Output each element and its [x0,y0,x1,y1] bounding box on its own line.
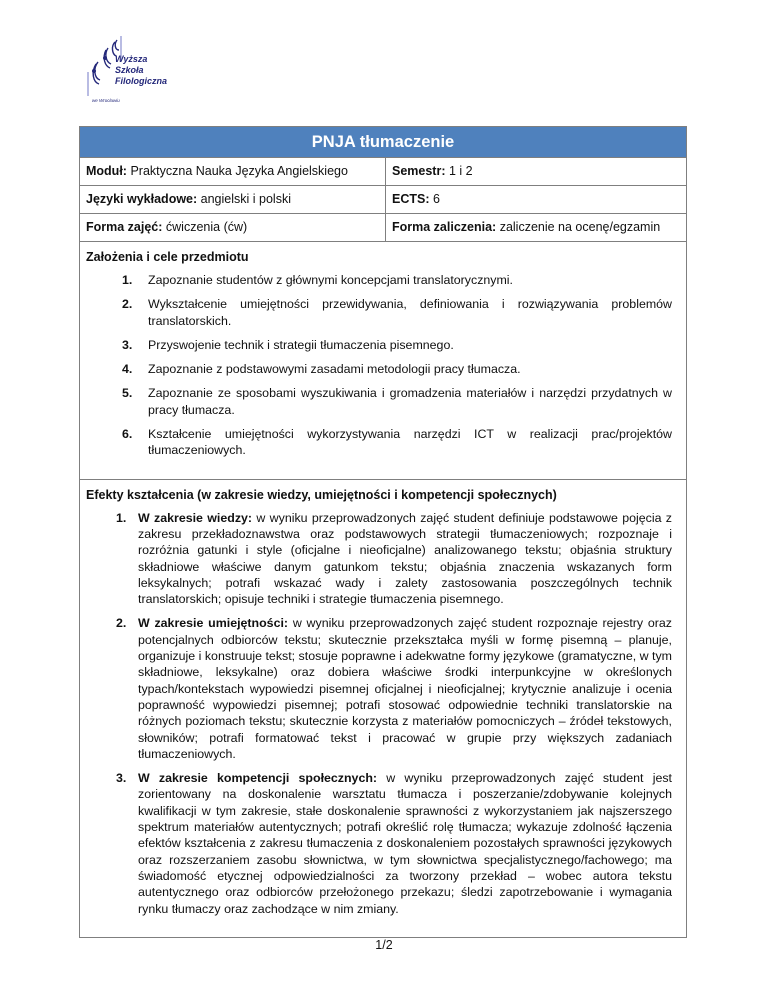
syllabus-title: PNJA tłumaczenie [80,127,686,157]
semestr-cell [386,158,686,185]
syllabus-card [79,126,687,938]
logo-line-1: Wyższa [115,54,148,64]
zaliczenie-value: zaliczenie na ocenę/egzamin [499,220,661,234]
jezyki-cell [80,186,386,213]
zaliczenie-cell [386,214,686,241]
item-text: Zapoznanie ze sposobami wyszukiwania i gromadzenia materiałów i narzędzi przydatnych w pracy tłumacza. [148,386,672,417]
item-lead: W zakresie umiejętności: [138,616,289,631]
item-text: Zapoznanie z podstawowymi zasadami metodologii pracy tłumacza. [148,362,521,377]
list-item [86,426,672,459]
list-item [86,385,672,418]
zaliczenie-label: Forma zaliczenia: [392,220,497,234]
meta-row-2 [80,185,686,213]
semestr-value: 1 i 2 [448,164,473,178]
item-number: 1. [122,273,133,287]
modul-label: Moduł: [86,164,127,178]
item-number: 4. [122,362,133,377]
item-text: Wykształcenie umiejętności przewidywania, definiowania i rozwiązywania problemów translatorskich. [148,297,672,328]
school-logo [84,36,194,116]
item-number: 2. [116,616,127,631]
effects-section [80,479,686,937]
item-text: w wyniku przeprowadzonych zajęć student jest zorientowany na doskonalenie warsztatu tłumacza i poszerzanie/zdobywanie kolejnych kwalifikacji w tym zakresie, stałe doskonalenie sprawności z wykorzystaniem jak najszerszego spektrum materiałów autentycznych; potrafi określić rolę tłumacza; wykazuje zdolność łączenia efektów kształcenia z zakresu tłumaczenia z doskonaleniem pozostałych sprawności językowych oraz rozszerzaniem zasobu słownictwa, w tym słownictwa specjalistycznego/fachowego; ma świadomość etycznej odpowiedzialności za tworzony przekład – wobec autora tekstu autentycznego oraz odbiorców przełożonego przekazu; śledzi zapotrzebowanie i wymagania rynku tłumaczy oraz zachodzące w nim zmiany. [138,771,672,916]
list-item [86,337,672,353]
item-text: Zapoznanie studentów z głównymi koncepcjami translatorycznymi. [148,273,513,287]
modul-cell [80,158,386,185]
logo-line-2: Szkoła [115,65,144,75]
ects-label: ECTS: [392,192,430,206]
logo-wordmark [115,54,167,87]
goals-section [80,241,686,479]
item-number: 2. [122,297,133,312]
meta-row-1 [80,157,686,185]
item-text: w wyniku przeprowadzonych zajęć student rozpoznaje rejestry oraz potencjalnych odbiorców tekstu; skutecznie przekształca myśli w formę pisemną – planuje, organizuje i konstruuje tekst; stosuje poprawne i adekwatne formy językowe (gramatyczne, w tym składniowe, leksykalne) oraz dobiera właściwe środki interpunkcyjne w określonych typach/kontekstach wypowiedzi pisemnej oficjalnej i nieoficjalnej; krytycznie analizuje i ocenia poprawność wypowiedzi pisemnej; potrafi stosować odpowiednie techniki translatorskie na różnych poziomach tekstu; skutecznie korzysta z materiałów pomocniczych – źródeł tekstowych, słowników; potrafi formatować tekst i pracować w grupie przy większych zadaniach tłumaczeniowych. [138,616,672,761]
effects-heading: Efekty kształcenia (w zakresie wiedzy, umiejętności i kompetencji społecznych) [86,487,557,502]
ects-cell [386,186,686,213]
item-text: Kształcenie umiejętności wykorzystywania narzędzi ICT w realizacji prac/projektów tłumaczeniowych. [148,427,672,458]
goals-list [86,272,672,459]
forma-value: ćwiczenia (ćw) [165,220,248,234]
list-item [86,770,672,917]
list-item [86,272,672,288]
item-text: w wyniku przeprowadzonych zajęć student definiuje podstawowe pojęcia z zakresu przekładoznawstwa oraz podstawowych strategii tłumaczeniowych; rozpoznaje i rozróżnia gatunki i style (oficjalne i nieoficjalne) analizowanego tekstu; objaśnia struktury składniowe właściwe danym gatunkom tekstu; objaśnia znaczenia wskazanych form leksykalnych; potrafi wskazać wady i zalety zastosowania poszczególnych technik translatorskich; opisuje techniki i strategie tłumaczenia pisemnego. [138,510,673,607]
item-number: 6. [122,427,133,442]
modul-value: Praktyczna Nauka Języka Angielskiego [130,164,348,178]
ects-value: 6 [432,192,440,206]
item-number: 5. [122,386,133,401]
list-item [86,296,672,329]
item-text: Przyswojenie technik i strategii tłumaczenia pisemnego. [148,337,454,352]
semestr-label: Semestr: [392,164,446,178]
goals-heading: Założenia i cele przedmiotu [86,250,249,264]
item-lead: W zakresie kompetencji społecznych: [138,771,378,786]
item-number: 3. [122,337,133,352]
logo-subtitle: we Wrocławiu [92,98,120,103]
forma-label: Forma zajęć: [86,220,163,234]
list-item [86,615,672,762]
item-number: 1. [116,510,127,525]
forma-cell [80,214,386,241]
meta-row-3 [80,213,686,241]
item-lead: W zakresie wiedzy: [138,510,253,525]
list-item [86,510,672,608]
list-item [86,361,672,377]
page-number: 1/2 [375,938,393,952]
logo-line-3: Filologiczna [115,76,168,86]
item-number: 3. [116,771,127,786]
effects-list [86,510,672,917]
jezyki-value: angielski i polski [200,192,291,206]
jezyki-label: Języki wykładowe: [86,192,198,206]
